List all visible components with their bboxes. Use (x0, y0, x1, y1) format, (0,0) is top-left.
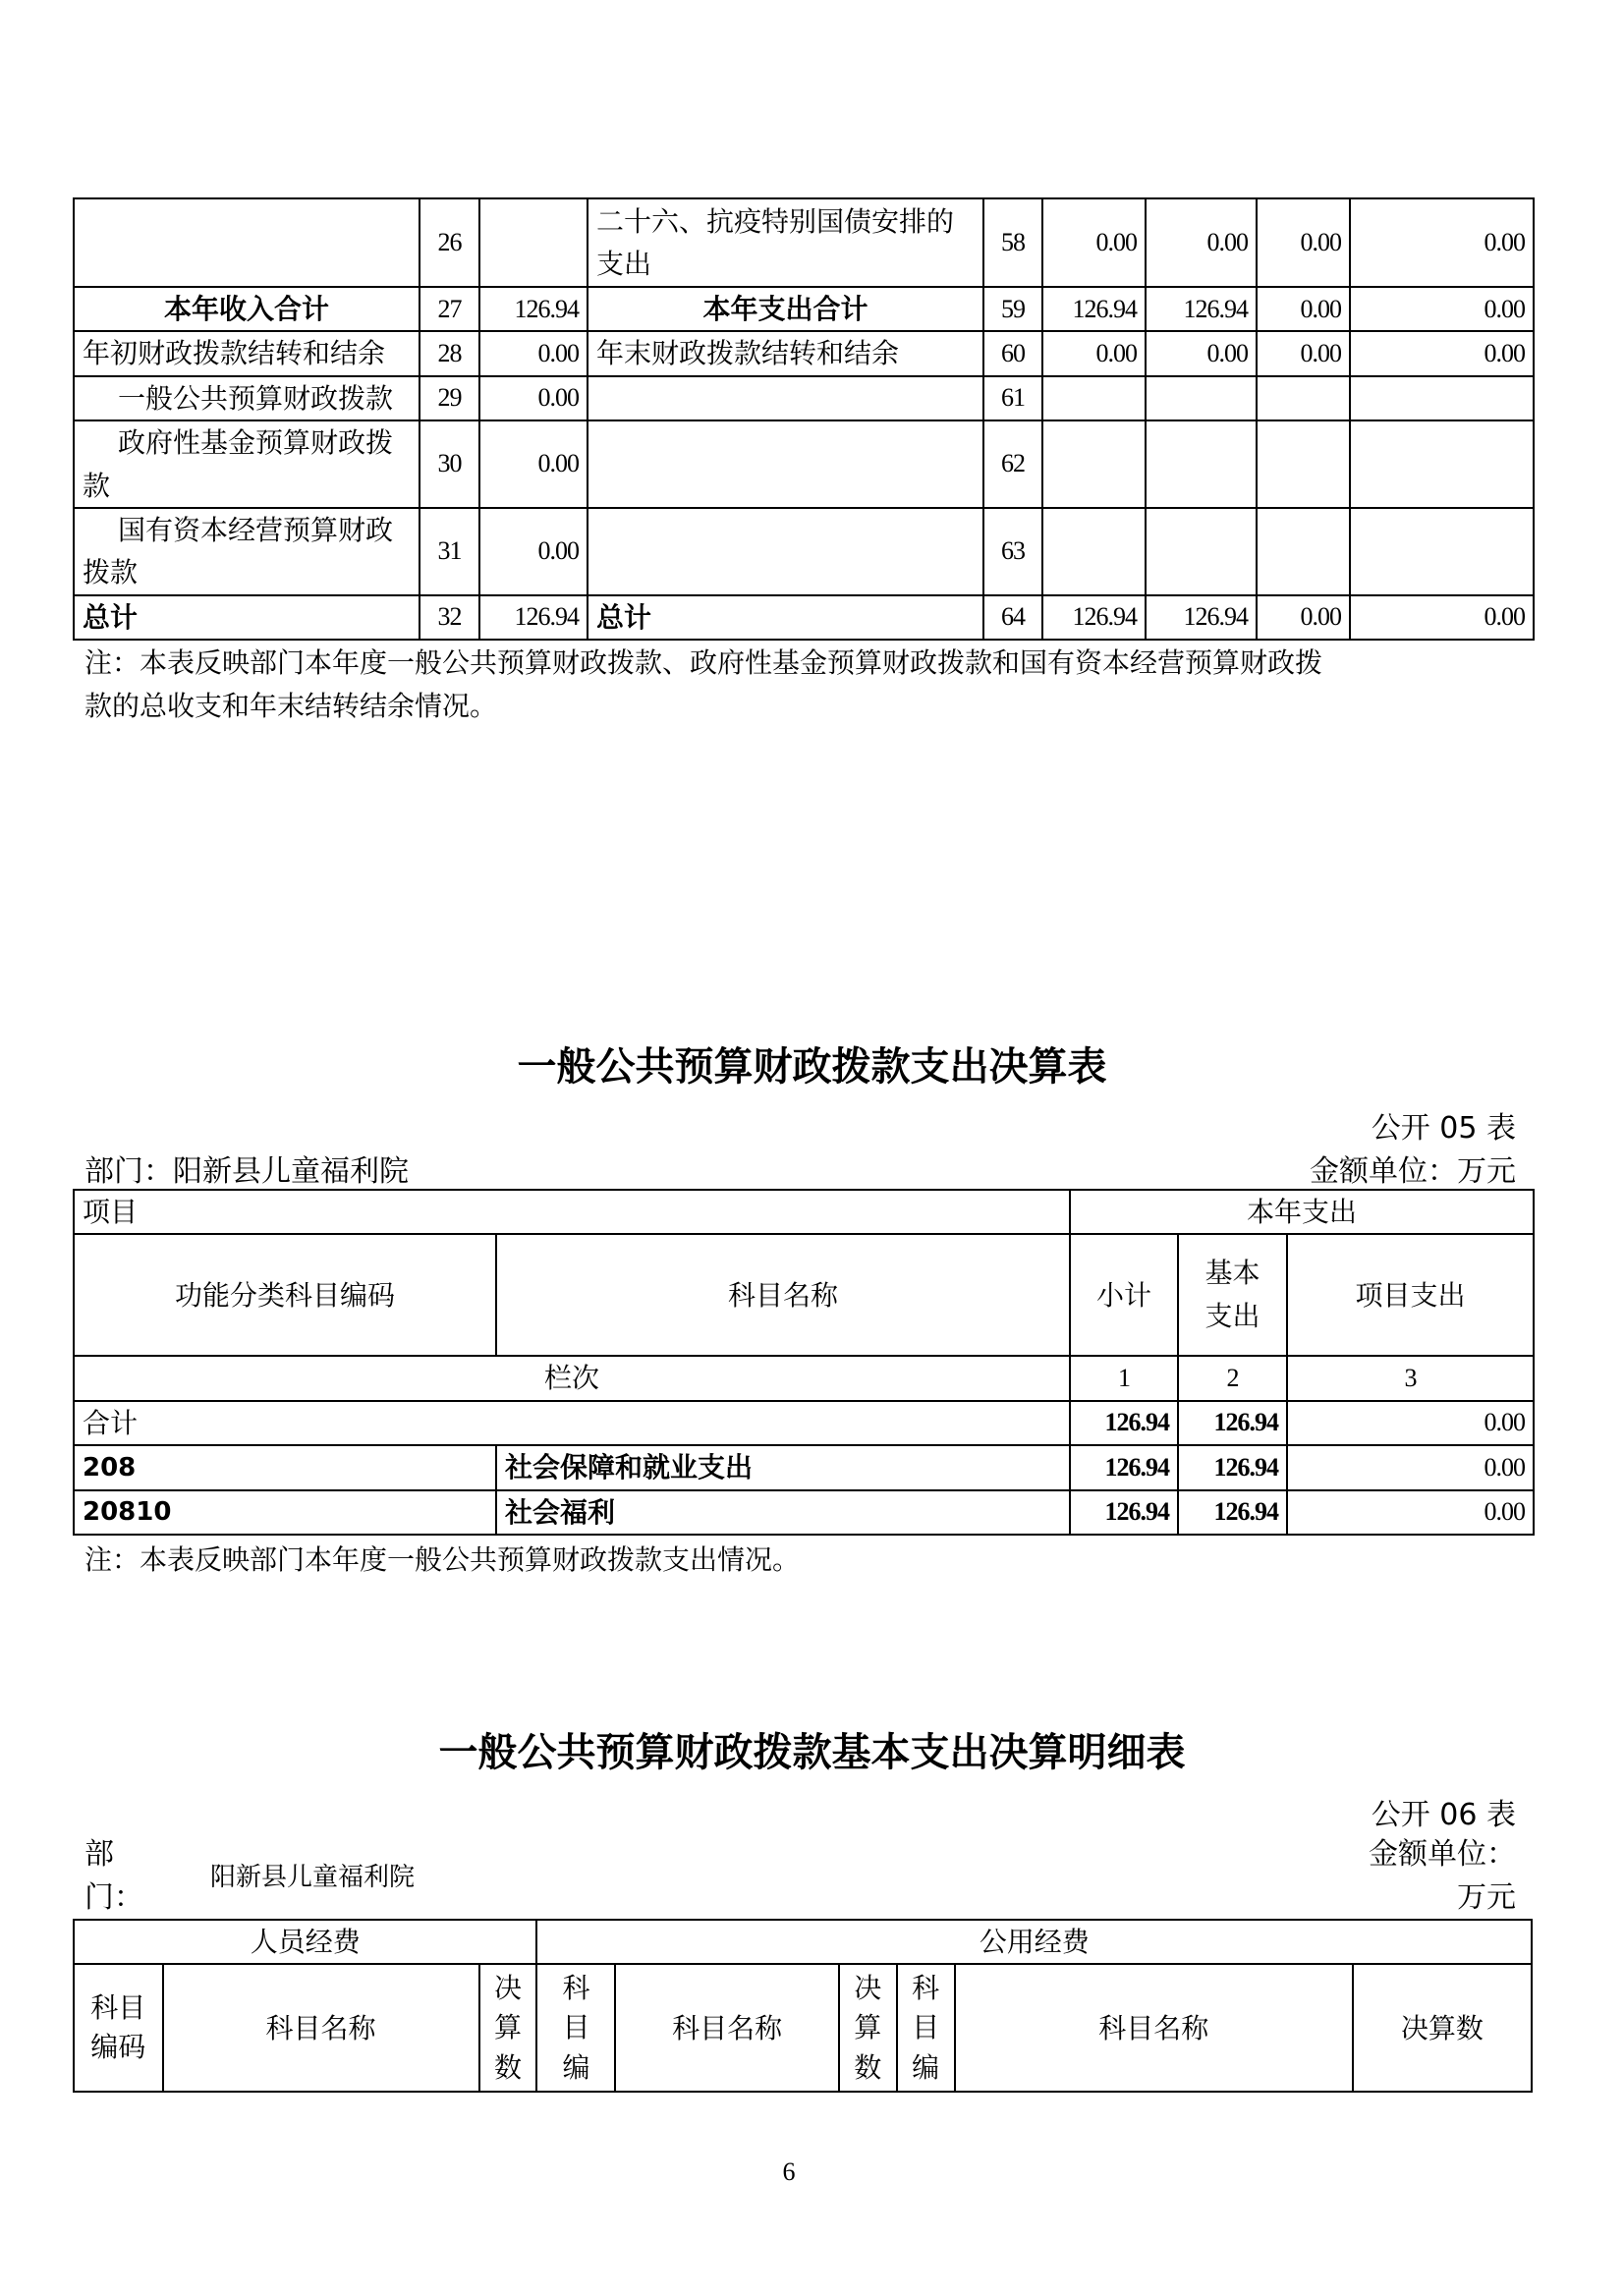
income-item-label: 年初财政拨款结转和结余 (74, 331, 420, 375)
income-amount (479, 198, 588, 287)
income-line-no: 30 (420, 420, 479, 508)
row-name: 社会福利 (496, 1490, 1070, 1535)
expense-state-capital: 0.00 (1350, 287, 1534, 331)
hdr-final-amount-2 (839, 1964, 897, 2092)
hdr-basic-text: 基本支出 (1204, 1256, 1260, 1333)
income-amount: 0.00 (479, 508, 588, 595)
hdr-personnel-expenses: 人员经费 (74, 1920, 536, 1964)
table-row (74, 287, 1534, 331)
income-line-no: 26 (420, 198, 479, 287)
table1-note-line2: 款的总收支和年末结转结余情况。 (84, 690, 498, 722)
table2-title: 一般公共预算财政拨款支出决算表 (517, 1044, 1107, 1090)
total-subtotal: 126.94 (1070, 1401, 1178, 1445)
expense-general-budget (1146, 420, 1257, 508)
row-code: 20810 (74, 1490, 496, 1535)
table-row (74, 508, 1534, 595)
expense-line-no: 60 (983, 331, 1042, 375)
hdr-subtotal: 小计 (1070, 1234, 1178, 1356)
expense-general-budget (1146, 376, 1257, 420)
income-item-label: 一般公共预算财政拨款 (74, 376, 420, 420)
income-amount: 126.94 (479, 595, 588, 640)
expense-item-label: 年末财政拨款结转和结余 (588, 331, 983, 375)
expense-item-label: 总计 (588, 595, 983, 640)
table-row (74, 1490, 1534, 1535)
expense-gov-fund (1257, 376, 1350, 420)
expense-gov-fund: 0.00 (1257, 198, 1350, 287)
table3-title: 一般公共预算财政拨款基本支出决算明细表 (438, 1730, 1186, 1775)
income-item-label: 政府性基金预算财政拨款 (74, 420, 420, 508)
hdr-function-code: 功能分类科目编码 (74, 1234, 496, 1356)
basic-expenditure-detail-table (73, 1919, 1533, 2093)
expense-state-capital (1350, 420, 1534, 508)
expense-state-capital: 0.00 (1350, 595, 1534, 640)
table-row (74, 420, 1534, 508)
hdr-public-expenses: 公用经费 (536, 1920, 1532, 1964)
total-project: 0.00 (1287, 1401, 1534, 1445)
col-index-1: 1 (1070, 1356, 1178, 1400)
expense-total: 126.94 (1042, 287, 1146, 331)
income-item-label (74, 198, 420, 287)
hdr-subject-name-2: 科目名称 (615, 1964, 838, 2092)
expense-gov-fund: 0.00 (1257, 595, 1350, 640)
expense-gov-fund (1257, 508, 1350, 595)
income-item-label: 本年收入合计 (74, 287, 420, 331)
hdr-subject-code (74, 1964, 163, 2092)
expense-total (1042, 376, 1146, 420)
income-item-label: 国有资本经营预算财政拨款 (74, 508, 420, 595)
expense-state-capital: 0.00 (1350, 331, 1534, 375)
expense-line-no: 63 (983, 508, 1042, 595)
total-basic: 126.94 (1178, 1401, 1287, 1445)
expense-line-no: 59 (983, 287, 1042, 331)
table2-form-no: 公开 05 表 (1371, 1111, 1516, 1146)
expense-item-label: 二十六、抗疫特别国债安排的支出 (588, 198, 983, 287)
table1-note-line1: 注：本表反映部门本年度一般公共预算财政拨款、政府性基金预算财政拨款和国有资本经营预算财政拨 (84, 646, 1323, 679)
table-row (74, 595, 1534, 640)
expense-general-budget: 0.00 (1146, 331, 1257, 375)
expense-total: 126.94 (1042, 595, 1146, 640)
page-number: 6 (782, 2157, 795, 2186)
hdr-final-amount-text: 决算数 (493, 1971, 522, 2084)
expense-line-no: 62 (983, 420, 1042, 508)
expenditure-table (73, 1189, 1535, 1536)
income-item-label: 总计 (74, 595, 420, 640)
expense-item-label (588, 420, 983, 508)
row-name: 社会保障和就业支出 (496, 1445, 1070, 1489)
table-row (74, 376, 1534, 420)
hdr-subject-code-3 (897, 1964, 955, 2092)
col-index-3: 3 (1287, 1356, 1534, 1400)
fiscal-summary-table (73, 197, 1535, 641)
table-row (74, 331, 1534, 375)
row-subtotal: 126.94 (1070, 1445, 1178, 1489)
income-line-no: 29 (420, 376, 479, 420)
expense-line-no: 61 (983, 376, 1042, 420)
table2-dept: 部门：阳新县儿童福利院 (84, 1154, 409, 1189)
table2-note: 注：本表反映部门本年度一般公共预算财政拨款支出情况。 (84, 1543, 801, 1576)
expense-total (1042, 420, 1146, 508)
fiscal-summary-body (74, 198, 1534, 640)
row-basic: 126.94 (1178, 1445, 1287, 1489)
hdr-subject-name-3: 科目名称 (955, 1964, 1353, 2092)
hdr-project-expenditure: 项目支出 (1287, 1234, 1534, 1356)
col-index-2: 2 (1178, 1356, 1287, 1400)
hdr-subject-name: 科目名称 (163, 1964, 479, 2092)
table3-dept-name: 阳新县儿童福利院 (210, 1863, 416, 1892)
expense-state-capital (1350, 376, 1534, 420)
income-line-no: 31 (420, 508, 479, 595)
hdr-basic-expenditure (1178, 1234, 1287, 1356)
expense-total: 0.00 (1042, 331, 1146, 375)
table2-unit: 金额单位：万元 (1310, 1154, 1516, 1189)
row-project: 0.00 (1287, 1445, 1534, 1489)
expense-general-budget: 126.94 (1146, 595, 1257, 640)
total-label: 合计 (74, 1401, 1070, 1445)
expense-general-budget: 126.94 (1146, 287, 1257, 331)
expense-state-capital (1350, 508, 1534, 595)
expense-general-budget (1146, 508, 1257, 595)
expense-gov-fund: 0.00 (1257, 331, 1350, 375)
income-amount: 0.00 (479, 420, 588, 508)
income-amount: 0.00 (479, 331, 588, 375)
hdr-final-amount-2-text: 决算数 (854, 1971, 882, 2084)
hdr-year-expenditure: 本年支出 (1070, 1190, 1534, 1234)
expense-total (1042, 508, 1146, 595)
expense-state-capital: 0.00 (1350, 198, 1534, 287)
expense-item-label (588, 508, 983, 595)
expense-item-label: 本年支出合计 (588, 287, 983, 331)
table3-dept-label: 部门： (84, 1837, 143, 1915)
expense-general-budget: 0.00 (1146, 198, 1257, 287)
row-basic: 126.94 (1178, 1490, 1287, 1535)
expense-gov-fund: 0.00 (1257, 287, 1350, 331)
hdr-subject-name: 科目名称 (496, 1234, 1070, 1356)
income-amount: 0.00 (479, 376, 588, 420)
hdr-final-amount (479, 1964, 537, 2092)
expense-total: 0.00 (1042, 198, 1146, 287)
expense-line-no: 64 (983, 595, 1042, 640)
income-amount: 126.94 (479, 287, 588, 331)
expense-item-label (588, 376, 983, 420)
hdr-column-order: 栏次 (74, 1356, 1070, 1400)
hdr-subject-code-2-text: 科目编 (562, 1971, 590, 2084)
expense-gov-fund (1257, 420, 1350, 508)
row-subtotal: 126.94 (1070, 1490, 1178, 1535)
hdr-subject-code-3-text: 科目编 (912, 1971, 940, 2084)
hdr-project: 项目 (74, 1190, 1070, 1234)
hdr-subject-code-text: 科目编码 (90, 1990, 146, 2064)
table-row (74, 198, 1534, 287)
row-project: 0.00 (1287, 1490, 1534, 1535)
income-line-no: 28 (420, 331, 479, 375)
expense-line-no: 58 (983, 198, 1042, 287)
hdr-final-amount-3: 决算数 (1353, 1964, 1532, 2092)
hdr-subject-code-2 (536, 1964, 615, 2092)
table3-unit: 金额单位：万元 (1369, 1837, 1516, 1915)
income-line-no: 27 (420, 287, 479, 331)
table-row (74, 1445, 1534, 1489)
income-line-no: 32 (420, 595, 479, 640)
row-code: 208 (74, 1445, 496, 1489)
table3-form-no: 公开 06 表 (1371, 1798, 1516, 1832)
